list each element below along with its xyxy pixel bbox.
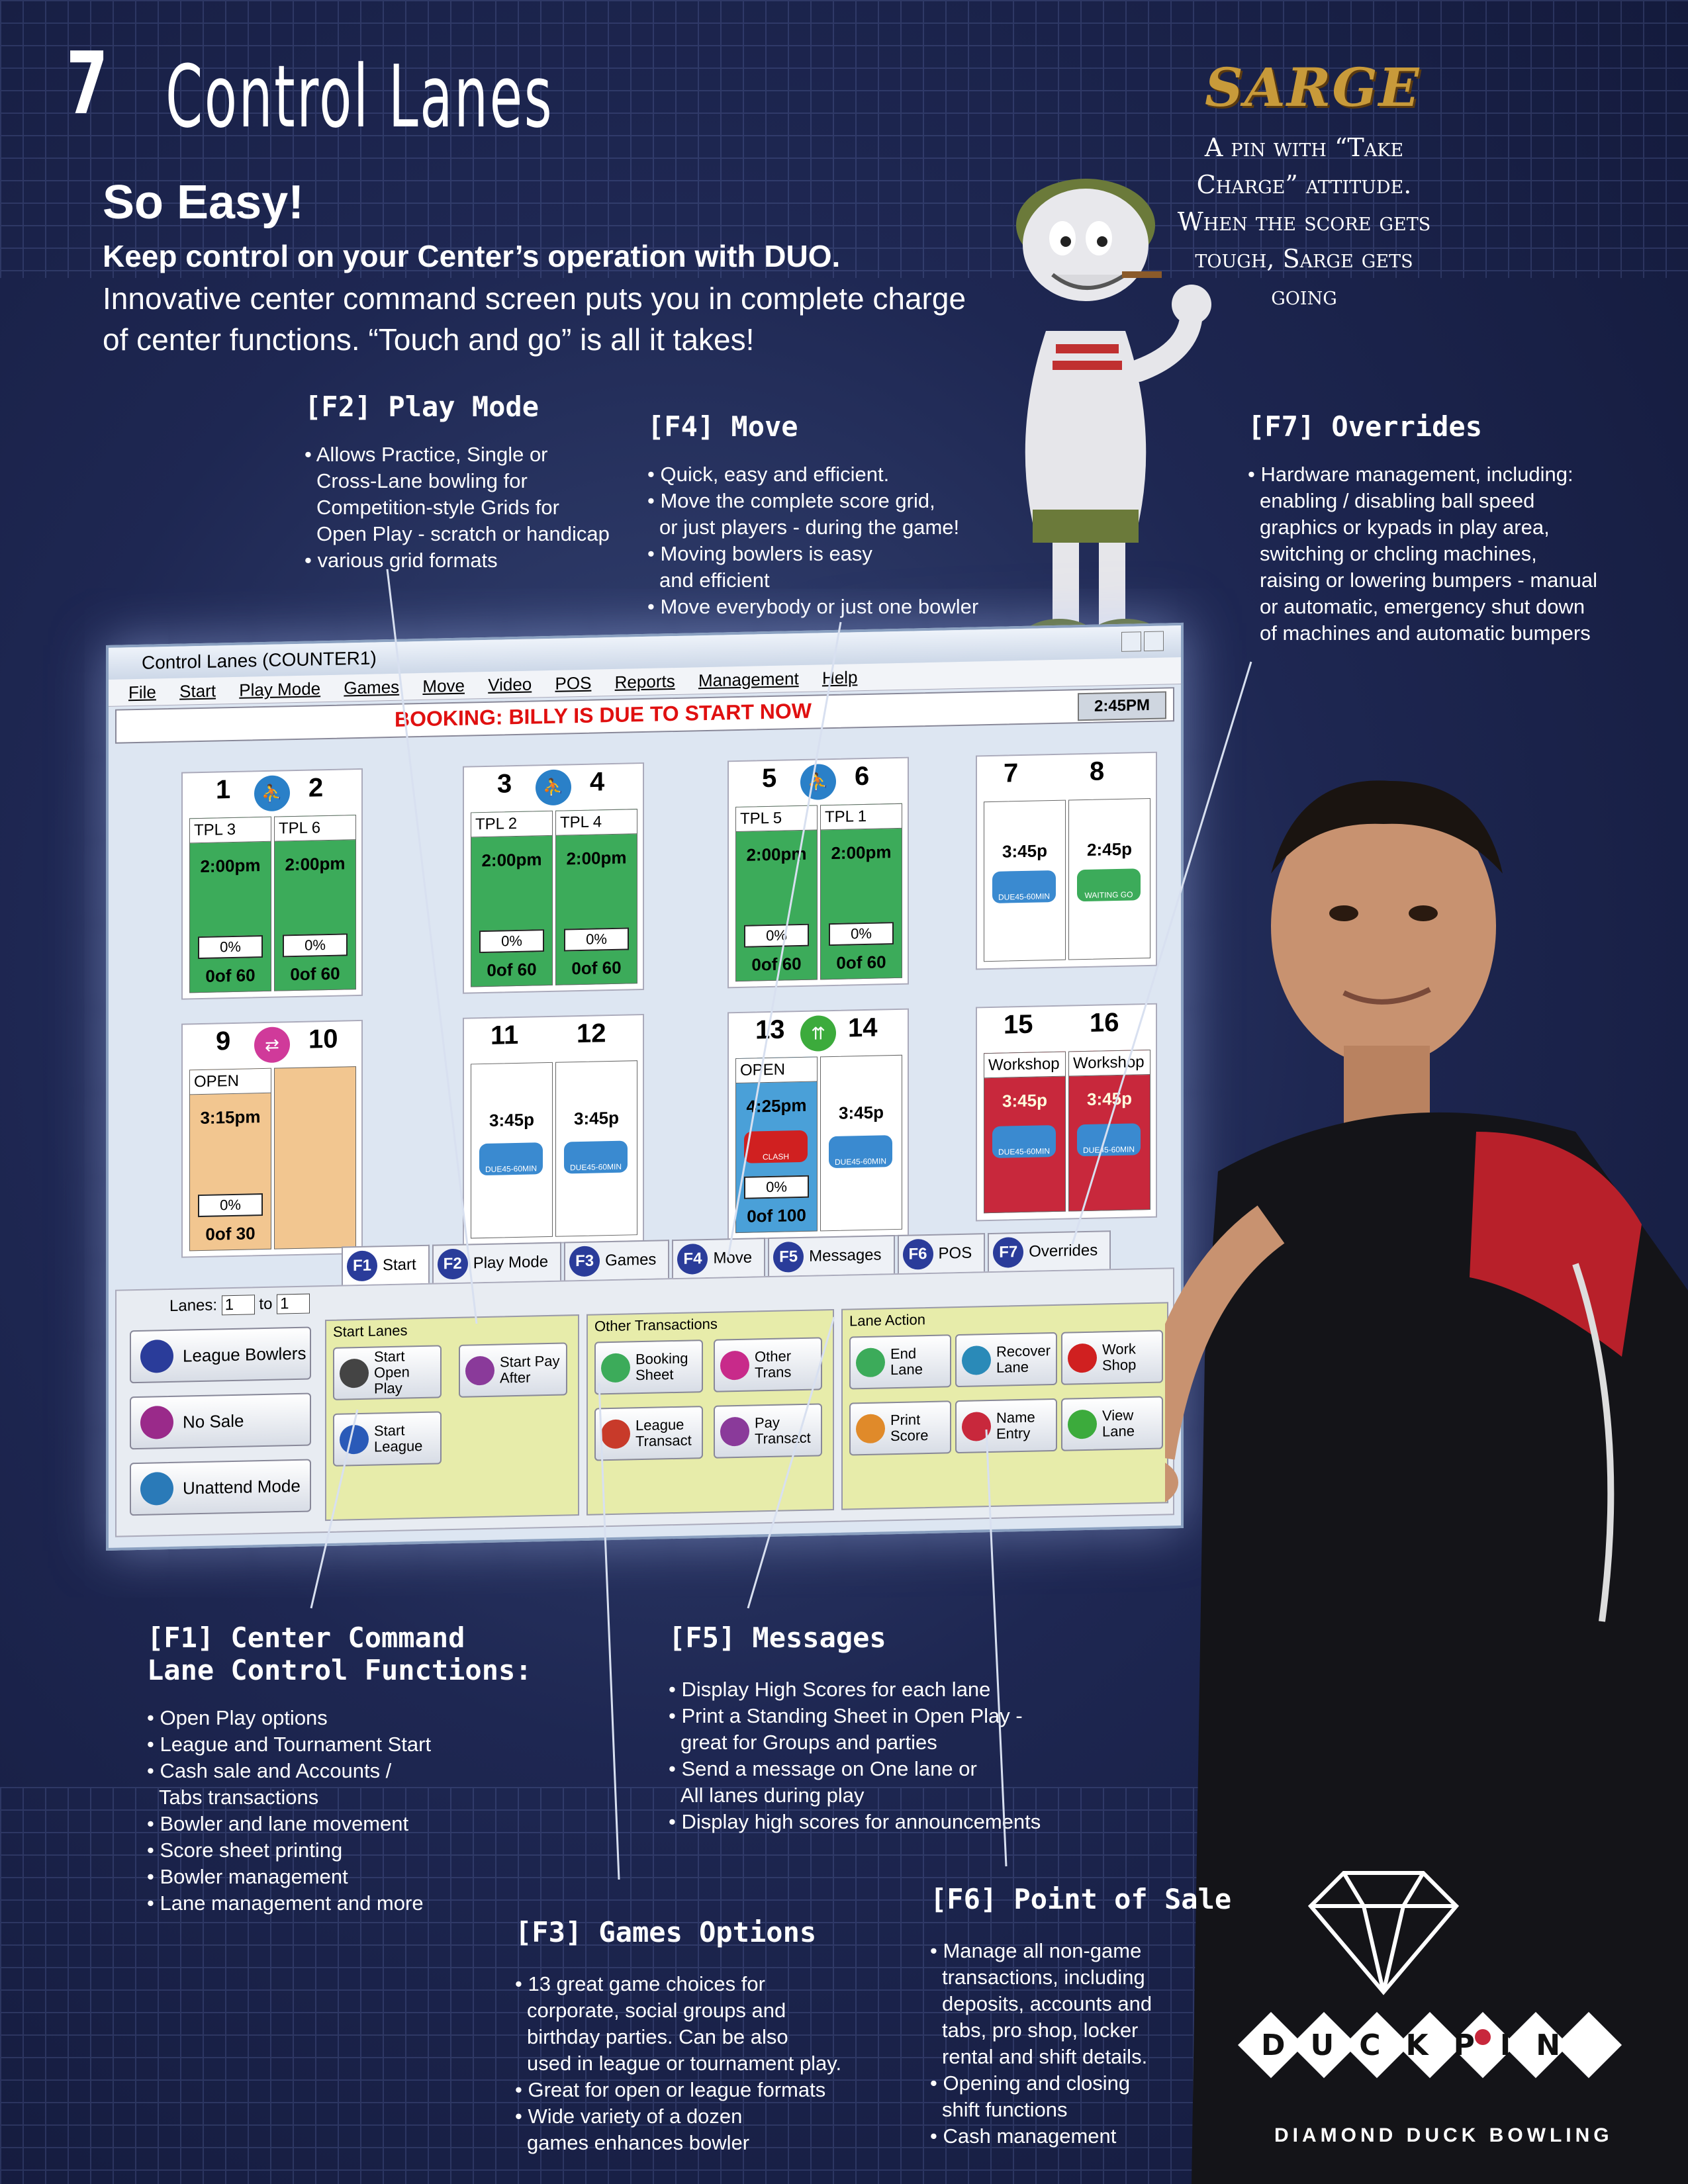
lane-number: 14: [848, 1013, 878, 1043]
lane-number: 8: [1090, 756, 1105, 786]
lane-number: 16: [1090, 1007, 1119, 1038]
bullet: games enhances bowler: [527, 2131, 750, 2154]
no-sale-icon: [140, 1406, 173, 1439]
lane-number: 12: [577, 1019, 606, 1049]
bullet: • Great for open or league formats: [515, 2078, 826, 2101]
tab-label: POS: [938, 1244, 972, 1263]
no-sale-button[interactable]: [130, 1393, 311, 1450]
lane-template: OPEN: [736, 1058, 817, 1084]
lane-pair-1-2[interactable]: [181, 768, 363, 1000]
section-f2: [305, 390, 610, 574]
lane-3[interactable]: [471, 811, 553, 987]
lane-count: 0of 30: [205, 1223, 256, 1244]
recover-icon: [962, 1345, 991, 1375]
waiting-badge: WAITING GO: [1077, 868, 1141, 901]
lane-1[interactable]: [189, 817, 271, 993]
tab-key: F6: [903, 1239, 933, 1270]
lane-time: 3:45p: [1002, 841, 1047, 862]
section-f6: [930, 1883, 1231, 2150]
lane-number: 2: [308, 773, 324, 803]
button-label: Unattend Mode: [183, 1475, 301, 1498]
work-shop-button[interactable]: [1061, 1330, 1163, 1385]
lane-template: TPL 2: [471, 811, 552, 838]
button-label: League Transact: [635, 1416, 692, 1450]
lane-template: TPL 6: [275, 815, 355, 842]
pay-icon: [465, 1356, 494, 1386]
lane-time: 2:00pm: [831, 842, 892, 864]
bullet: of machines and automatic bumpers: [1260, 621, 1591, 645]
tab-label: Move: [713, 1248, 753, 1267]
window-title: Control Lanes (COUNTER1): [142, 647, 377, 673]
lane-13[interactable]: [735, 1056, 818, 1233]
button-label: Booking Sheet: [635, 1349, 688, 1384]
booking-sheet-button[interactable]: [594, 1340, 703, 1394]
section-f2-title: [F2] Play Mode: [305, 390, 539, 423]
lane-time: 3:45p: [1087, 1088, 1132, 1109]
lane-template: TPL 5: [736, 806, 817, 833]
lane-number: 3: [497, 769, 512, 799]
lane-time: 2:45p: [1087, 839, 1132, 860]
lane-number: 11: [491, 1020, 519, 1050]
lane-count: 0of 100: [747, 1205, 806, 1226]
lane-pair-5-6[interactable]: [727, 757, 909, 989]
bullet: enabling / disabling ball speed: [1260, 489, 1535, 512]
lane-progress: 0%: [829, 922, 894, 946]
bullet: • Moving bowlers is easy: [647, 542, 872, 565]
bullet: • Send a message on One lane or: [669, 1757, 977, 1780]
button-label: View Lane: [1102, 1406, 1135, 1440]
tab-label: Play Mode: [473, 1253, 549, 1273]
section-f7: [1248, 410, 1597, 647]
button-label: Print Score: [890, 1411, 929, 1445]
name-icon: [962, 1412, 991, 1441]
lane-pair-15-16[interactable]: [976, 1003, 1157, 1222]
menu-play-mode[interactable]: Play Mode: [239, 678, 321, 700]
bullet: Open Play - scratch or handicap: [316, 522, 610, 545]
bullet: • Quick, easy and efficient.: [647, 463, 890, 486]
start-open-play-button[interactable]: [333, 1345, 442, 1400]
bullet: graphics or kypads in play area,: [1260, 516, 1550, 539]
tab-label: Games: [605, 1250, 657, 1270]
bullet: • 13 great game choices for: [515, 1972, 765, 1995]
lane-16[interactable]: [1068, 1050, 1150, 1212]
lane-time: 2:00pm: [200, 855, 261, 877]
section-f3-title: [F3] Games Options: [515, 1916, 817, 1948]
lane-pair-11-12[interactable]: [463, 1014, 644, 1246]
lanes-label: Lanes:: [169, 1296, 218, 1315]
bullet: birthday parties. Can be also: [527, 2025, 788, 2048]
start-lanes-group: [325, 1314, 579, 1521]
print-score-button[interactable]: [849, 1400, 951, 1455]
bullet: great for Groups and parties: [680, 1731, 937, 1754]
lane-time: 3:15pm: [200, 1107, 261, 1128]
lane-template: TPL 1: [821, 804, 902, 831]
lane-template: OPEN: [190, 1069, 271, 1095]
clock: 2:45PM: [1078, 691, 1166, 721]
button-label: Work Shop: [1102, 1340, 1137, 1374]
lane-progress: 0%: [744, 924, 809, 948]
lane-7[interactable]: [984, 800, 1066, 962]
section-f7-bullets: [1248, 461, 1597, 647]
lane-progress: 0%: [283, 933, 348, 957]
menu-reports[interactable]: Reports: [614, 670, 675, 692]
tab-games[interactable]: [564, 1240, 669, 1280]
bowling-ball-icon: [340, 1359, 369, 1388]
due-badge: DUE45-60MIN: [1077, 1123, 1141, 1156]
lane-number: 1: [216, 775, 231, 805]
bullet: deposits, accounts and: [942, 1992, 1152, 2015]
lane-time: 2:00pm: [746, 843, 807, 865]
bowler-icon: ⛹: [800, 764, 836, 800]
lane-2[interactable]: [274, 815, 356, 991]
tab-label: Start: [383, 1255, 416, 1275]
headline: So Easy!: [103, 176, 305, 229]
bullet: • Open Play options: [147, 1706, 328, 1729]
lane-9[interactable]: [189, 1068, 271, 1251]
unattend-mode-button[interactable]: [130, 1459, 311, 1516]
up-arrows-icon: ⇈: [800, 1015, 836, 1052]
tab-key: F3: [569, 1246, 600, 1277]
due-badge: DUE45-60MIN: [992, 1125, 1056, 1158]
page-number: 7: [66, 33, 109, 134]
bullet: All lanes during play: [680, 1784, 865, 1807]
lane-progress: 0%: [744, 1175, 809, 1199]
sarge-mascot-image: [973, 152, 1225, 682]
bullet: Tabs transactions: [159, 1786, 319, 1809]
lane-pair-9-10[interactable]: [181, 1020, 363, 1258]
section-f4-title: [F4] Move: [647, 410, 798, 443]
lane-to-input[interactable]: 1: [277, 1294, 310, 1314]
lane-time: 3:45p: [1002, 1090, 1047, 1111]
bullet: • Print a Standing Sheet in Open Play -: [669, 1704, 1023, 1727]
bowler-icon: ⛹: [536, 769, 571, 805]
button-label: End Lane: [890, 1345, 923, 1379]
tab-overrides[interactable]: [988, 1230, 1111, 1271]
lane-time: 2:00pm: [285, 853, 346, 875]
due-badge: DUE45-60MIN: [479, 1142, 543, 1175]
start-pay-after-button[interactable]: [459, 1342, 567, 1397]
lane-5[interactable]: [735, 805, 818, 981]
lane-number: 13: [755, 1015, 785, 1045]
bullet: transactions, including: [942, 1966, 1145, 1989]
group-title: Other Transactions: [594, 1315, 718, 1335]
bullet: used in league or tournament play.: [527, 2052, 842, 2075]
league-transact-button[interactable]: [594, 1406, 703, 1461]
lane-template: Workshop: [1069, 1050, 1150, 1077]
lane-count: 0of 60: [836, 952, 886, 973]
tab-key: F5: [773, 1242, 804, 1273]
lane-progress: 0%: [564, 927, 629, 951]
menu-start[interactable]: Start: [179, 680, 216, 702]
section-f1-bullets: [147, 1705, 532, 1917]
sarge-logo: SARGE: [1205, 56, 1421, 118]
bullet: Cross-Lane bowling for: [316, 469, 528, 492]
duckpin-logo: [1225, 1866, 1622, 2158]
lane-8[interactable]: [1068, 798, 1150, 960]
bowlers-icon: [140, 1340, 173, 1373]
section-f1-subtitle: Lane Control Functions:: [147, 1654, 532, 1686]
magnifier-icon: [1068, 1410, 1097, 1439]
lane-6[interactable]: [820, 803, 902, 980]
swap-icon: ⇄: [254, 1026, 290, 1063]
tab-label: Overrides: [1029, 1241, 1098, 1261]
menu-move[interactable]: Move: [422, 675, 465, 696]
button-label: League Bowlers: [183, 1343, 306, 1366]
intro-line-2: Innovative center command screen puts you in complete charge of center functions. “Touch and go” is all it takes!: [103, 281, 966, 357]
tab-key: F1: [347, 1250, 377, 1281]
trophy-icon: [340, 1425, 369, 1455]
button-label: Name Entry: [996, 1408, 1035, 1442]
menu-help[interactable]: Help: [821, 667, 858, 688]
name-entry-button[interactable]: [955, 1398, 1057, 1453]
tab-key: F7: [993, 1237, 1023, 1268]
due-badge: DUE45-60MIN: [829, 1135, 892, 1168]
lane-time: 3:45p: [574, 1107, 619, 1129]
brand-name: DUCKPIN: [1260, 2028, 1586, 2062]
lane-time: 3:45p: [839, 1102, 884, 1123]
function-tabs: [342, 1230, 1113, 1286]
bullet: • Move the complete score grid,: [647, 489, 935, 512]
minimize-icon[interactable]: [1121, 631, 1141, 652]
lanes-range: [169, 1294, 310, 1316]
menu-file[interactable]: File: [128, 682, 156, 703]
section-f1-title: [F1] Center Command: [147, 1621, 465, 1654]
section-f4: [647, 410, 978, 620]
bullet: • League and Tournament Start: [147, 1733, 432, 1756]
bowler-icon: ⛹: [254, 775, 290, 811]
lane-template: TPL 4: [556, 809, 637, 836]
view-lane-button[interactable]: [1061, 1396, 1163, 1451]
lane-number: 6: [855, 761, 870, 792]
end-lane-button[interactable]: [849, 1334, 951, 1389]
lane-progress: 0%: [479, 929, 544, 953]
bullet: and efficient: [659, 569, 770, 592]
pay-transact-button[interactable]: [714, 1403, 822, 1458]
start-league-button[interactable]: [333, 1411, 442, 1466]
bullet: • Display High Scores for each lane: [669, 1678, 991, 1701]
print-icon: [856, 1414, 885, 1443]
button-label: No Sale: [183, 1410, 244, 1432]
pay-icon: [720, 1417, 749, 1447]
lane-action-group: [841, 1302, 1168, 1510]
section-f2-bullets: [305, 441, 610, 574]
button-label: Start League: [374, 1422, 423, 1455]
bullet: • Score sheet printing: [147, 1839, 343, 1862]
button-label: Pay Transact: [755, 1414, 811, 1447]
lane-progress: 0%: [198, 935, 263, 959]
bullet: switching or chcling machines,: [1260, 542, 1537, 565]
section-f6-bullets: [930, 1938, 1231, 2150]
lane-time: 2:00pm: [566, 847, 627, 869]
button-label: Start Pay After: [500, 1352, 560, 1387]
tab-move[interactable]: [672, 1238, 765, 1278]
tab-key: F2: [438, 1249, 468, 1280]
lane-number: 9: [216, 1026, 231, 1056]
lane-11[interactable]: [471, 1062, 553, 1239]
bullet: tabs, pro shop, locker: [942, 2019, 1139, 2042]
lane-number: 5: [762, 763, 777, 794]
bullet: • Display high scores for announcements: [669, 1810, 1041, 1833]
tab-start[interactable]: [342, 1245, 430, 1285]
lane-pair-13-14[interactable]: [727, 1009, 909, 1240]
tab-play-mode[interactable]: [432, 1242, 561, 1283]
lane-time: 2:00pm: [481, 849, 542, 871]
section-f3: [515, 1916, 841, 2156]
menu-management[interactable]: Management: [698, 668, 799, 691]
end-icon: [856, 1347, 885, 1377]
bullet: or automatic, emergency shut down: [1260, 595, 1585, 618]
section-f1: [147, 1621, 532, 1917]
section-f3-bullets: [515, 1971, 841, 2156]
bullet: • Wide variety of a dozen: [515, 2105, 743, 2128]
bullet: • Opening and closing: [930, 2071, 1131, 2095]
other-trans-button[interactable]: [714, 1337, 822, 1392]
bullet: • Manage all non-game: [930, 1939, 1142, 1962]
lane-pair-3-4[interactable]: [463, 762, 644, 994]
bullet: • Allows Practice, Single or: [305, 443, 548, 466]
bullet: Competition-style Grids for: [316, 496, 559, 519]
other-transactions-group: [586, 1309, 834, 1516]
due-badge: DUE45-60MIN: [992, 870, 1056, 903]
lane-12[interactable]: [555, 1060, 637, 1237]
intro-line-1: Keep control on your Center’s operation with DUO.: [103, 239, 841, 273]
section-f5-bullets: [669, 1676, 1041, 1835]
bullet: shift functions: [942, 2098, 1068, 2121]
lane-number: 15: [1004, 1009, 1033, 1040]
lane-count: 0of 60: [290, 963, 340, 985]
lane-progress: 0%: [198, 1193, 263, 1217]
bullet: • Move everybody or just one bowler: [647, 595, 979, 618]
tab-messages[interactable]: [768, 1235, 894, 1276]
transaction-icon: [720, 1351, 749, 1381]
money-icon: [601, 1419, 630, 1449]
to-label: to: [259, 1295, 273, 1314]
lane-number: 7: [1004, 758, 1019, 788]
section-f5-title: [F5] Messages: [669, 1621, 886, 1654]
bullet: • Cash sale and Accounts /: [147, 1759, 392, 1782]
section-f5: [669, 1621, 1041, 1835]
maximize-icon[interactable]: [1144, 631, 1164, 652]
bullet: • Bowler and lane movement: [147, 1812, 409, 1835]
lane-number: 4: [590, 767, 605, 797]
control-panel: [115, 1241, 1174, 1537]
bullet: or just players - during the game!: [659, 516, 960, 539]
menu-video[interactable]: Video: [488, 674, 532, 695]
lane-14[interactable]: [820, 1055, 902, 1232]
button-label: Start Open Play: [374, 1347, 410, 1397]
due-badge: DUE45-60MIN: [564, 1140, 628, 1173]
sarge-text: A pin with “Take Charge” attitude. When the score gets tough, Sarge gets going: [1177, 133, 1431, 310]
button-label: Recover Lane: [996, 1342, 1051, 1376]
lane-10[interactable]: [274, 1066, 356, 1250]
brand-tagline: DIAMOND DUCK BOWLING: [1274, 2124, 1613, 2146]
recover-lane-button[interactable]: [955, 1332, 1057, 1387]
tools-icon: [1068, 1343, 1097, 1373]
lane-from-input[interactable]: 1: [222, 1295, 255, 1315]
lane-count: 0of 60: [751, 953, 802, 975]
tab-pos[interactable]: [898, 1233, 986, 1273]
bullet: rental and shift details.: [942, 2045, 1148, 2068]
lane-template: TPL 3: [190, 817, 271, 844]
booking-message: BOOKING: BILLY IS DUE TO START NOW: [395, 698, 812, 731]
tab-key: F4: [677, 1244, 708, 1275]
control-lanes-window: [106, 623, 1184, 1551]
lane-time: 3:45p: [489, 1109, 534, 1130]
bullet: • Hardware management, including:: [1248, 463, 1573, 486]
section-f6-title: [F6] Point of Sale: [930, 1883, 1232, 1915]
league-bowlers-button[interactable]: [130, 1327, 311, 1384]
section-f4-bullets: [647, 461, 978, 620]
lane-number: 10: [308, 1024, 338, 1054]
lock-icon: [140, 1472, 173, 1506]
bullet: • Cash management: [930, 2124, 1117, 2148]
bullet: • Bowler management: [147, 1865, 348, 1888]
group-title: Lane Action: [849, 1311, 925, 1330]
bullet: • Lane management and more: [147, 1891, 424, 1915]
lane-4[interactable]: [555, 809, 637, 985]
page-title: Control Lanes: [165, 46, 554, 147]
lane-count: 0of 60: [205, 965, 256, 986]
lane-pair-7-8[interactable]: [976, 752, 1157, 970]
lane-count: 0of 60: [571, 957, 622, 979]
menu-games[interactable]: Games: [344, 676, 400, 698]
bullet: raising or lowering bumpers - manual: [1260, 569, 1598, 592]
lane-time: 4:25pm: [746, 1095, 807, 1116]
lane-15[interactable]: [984, 1052, 1066, 1214]
bullet: corporate, social groups and: [527, 1999, 786, 2022]
bullet: • various grid formats: [305, 549, 498, 572]
button-label: Other Trans: [755, 1347, 792, 1381]
section-f7-title: [F7] Overrides: [1248, 410, 1483, 443]
lane-count: 0of 60: [487, 959, 537, 980]
clash-badge: CLASH: [744, 1130, 808, 1163]
menu-pos[interactable]: POS: [555, 672, 592, 694]
lane-template: Workshop: [984, 1052, 1065, 1079]
book-icon: [601, 1353, 630, 1383]
group-title: Start Lanes: [333, 1322, 408, 1340]
tab-label: Messages: [809, 1246, 882, 1265]
